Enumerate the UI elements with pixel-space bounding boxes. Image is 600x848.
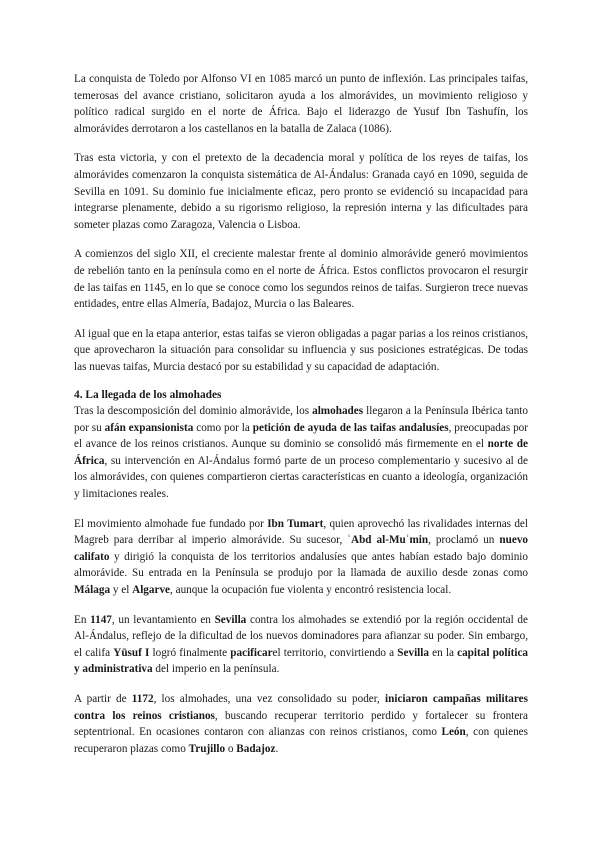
bold-term: León xyxy=(441,726,466,739)
text-run: , los almohades, una vez consolidado su poder, xyxy=(153,693,386,705)
paragraph-1172-campaigns xyxy=(74,691,528,757)
text-run: Tras la descomposición del dominio almorávide, los xyxy=(74,405,313,418)
bold-term: Yūsuf I xyxy=(113,646,150,659)
bold-term: almohades xyxy=(312,405,364,418)
text-run: , preocupadas por el avance de los reinos cristianos. Aunque su dominio se consolidó más firmemente en el xyxy=(74,421,528,451)
text-run: y el xyxy=(110,584,133,597)
text-run: o xyxy=(225,742,237,755)
text-run: , con quienes recuperaron plazas como xyxy=(74,726,529,755)
bold-term: 1147 xyxy=(90,613,112,626)
text-run: El movimiento almohade fue fundado por xyxy=(74,517,268,530)
bold-term: capital política y administrativa xyxy=(74,646,529,676)
bold-term: nuevo califato xyxy=(74,534,529,563)
bold-term: Badajoz xyxy=(236,742,276,755)
text-run: , aunque la ocupación fue violenta y encontró resistencia local. xyxy=(170,584,452,597)
text-run: , proclamó un xyxy=(428,534,500,547)
bold-term: Trujillo xyxy=(188,742,226,755)
bold-term: norte de África xyxy=(74,438,528,467)
section-heading: 4. La llegada de los almohades xyxy=(74,388,222,401)
text-run: , buscando recuperar territorio perdido y fortalecer su frontera septentrional. En ocasiones contaron con alianzas con reinos cristianos, como xyxy=(74,709,528,739)
paragraph-second-taifas: A comienzos del siglo XII, el creciente malestar frente al dominio almorávide generó movimientos de rebelión tanto en la península como en el norte de África. Estos conflictos provocaron el resurgir de las taifas en 1145, en lo que se conoce como los segundos reinos de taifas. Surgieron trece nuevas entidades, entre ellas Almería, Badajoz, Murcia o las Baleares. xyxy=(74,248,528,311)
bold-term: 1172 xyxy=(131,693,154,705)
text-run: llegaron a la Península Ibérica tanto por su xyxy=(74,405,528,434)
paragraph-almoravid-conquest: Tras esta victoria, y con el pretexto de la decadencia moral y política de los reyes de taifas, los almorávides comenzaron la conquista sistemática de Al-Ándalus: Granada cayó en 1090, seguida de Sevilla en 1091. Su dominio fue inicialmente eficaz, pero pronto se evidenció su incapacidad para integrarse plenamente, debido a su rigorismo religioso, la represión interna y las dificultades para someter plazas como Zaragoza, Valencia o Lisboa. xyxy=(74,152,528,231)
paragraph-toledo: La conquista de Toledo por Alfonso VI en 1085 marcó un punto de inflexión. Las principales taifas, temerosas del avance cristiano, solicitaron ayuda a los almorávides, un movimiento religioso y político radical surgido en el norte de África. Bajo el liderazgo de Yusuf Ibn Tashufín, los almorávides derrotaron a los castellanos en la batalla de Zalaca (1086). xyxy=(74,73,528,135)
text-run: . xyxy=(275,742,279,755)
text-run: contra los almohades se extendió por la región occidental de Al-Ándalus, reflejo de la dificultad de los nuevos dominadores para afianzar su poder. Sin embargo, el califa xyxy=(74,613,528,659)
text-run: , su intervención en Al-Ándalus formó parte de un proceso complementario y sucesivo al de los almorávides, con quienes compartieron ciertas características en cuanto a ideología, organización y limitaciones reales. xyxy=(74,454,528,501)
text-run: y dirigió la conquista de los territorios andalusíes que antes habían estado bajo dominio almorávide. Su entrada en la Península se produjo por la llamada de auxilio desde zonas como xyxy=(74,550,528,580)
bold-term: ʿAbd al-Muʾmin xyxy=(347,534,429,547)
text-run: como por la xyxy=(193,421,253,434)
text-run: En xyxy=(74,613,91,626)
text-run: A partir de xyxy=(74,693,132,705)
paragraph-parias: Al igual que en la etapa anterior, estas taifas se vieron obligadas a pagar parias a los reinos cristianos, que aprovecharon la situación para consolidar su influencia y sus posiciones estratégicas. De todas las nuevas taifas, Murcia destacó por su estabilidad y su capacidad de adaptación. xyxy=(74,327,528,373)
text-run: el territorio, convirtiendo a xyxy=(272,646,398,659)
bold-term: Sevilla xyxy=(214,613,247,626)
text-run: logró finalmente xyxy=(149,646,231,659)
bold-term: afán expansionista xyxy=(104,421,194,434)
bold-term: Ibn Tumart xyxy=(267,517,324,530)
text-run: , un levantamiento en xyxy=(111,613,215,626)
bold-term: Sevilla xyxy=(397,646,429,659)
text-run: , quien aprovechó las rivalidades internas del Magreb para derribar al imperio almorávide. Su sucesor, xyxy=(74,517,529,547)
paragraph-ibn-tumart xyxy=(74,516,528,599)
text-run: en la xyxy=(429,646,458,659)
bold-term: Málaga xyxy=(74,584,111,597)
paragraph-1147-uprising xyxy=(74,612,528,678)
bold-term: pacificar xyxy=(230,646,273,659)
paragraph-almohad-arrival xyxy=(74,403,528,503)
text-run: del imperio en la península. xyxy=(152,663,280,676)
bold-term: Algarve xyxy=(132,584,171,597)
bold-term: petición de ayuda de las taifas andalusíes xyxy=(252,421,449,434)
bold-term: iniciaron campañas militares contra los reinos cristianos xyxy=(74,693,528,722)
